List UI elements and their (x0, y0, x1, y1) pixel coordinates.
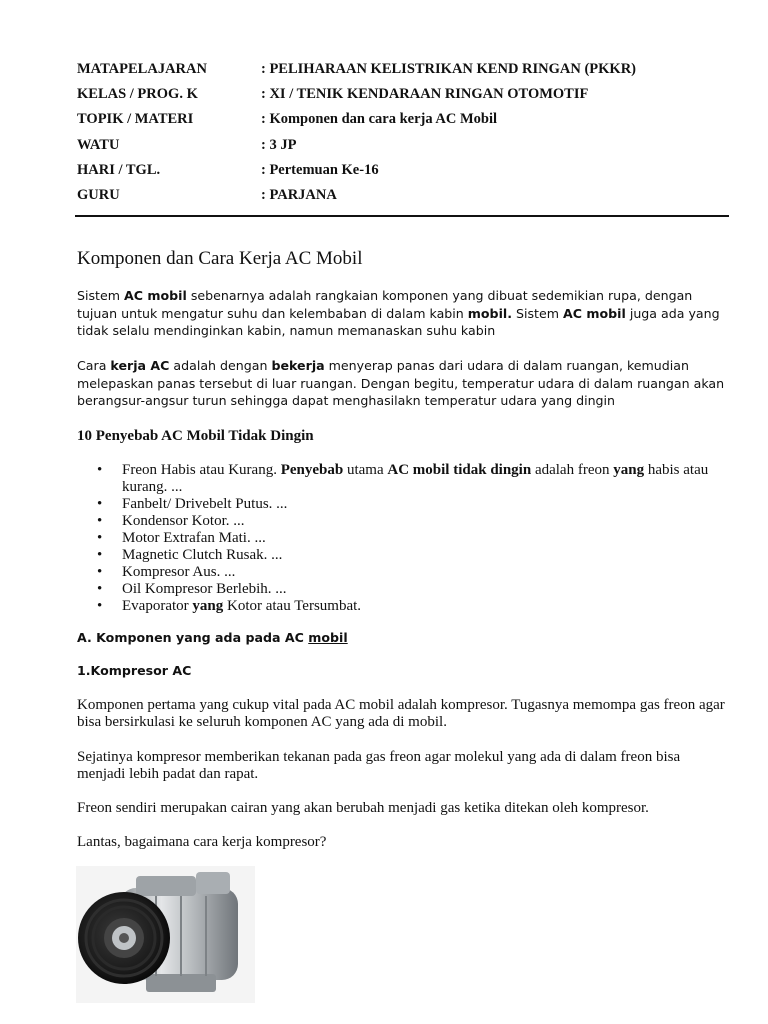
text-run: Magnetic Clutch Rusak. ... (122, 547, 283, 563)
text-run: Kotor atau Tersumbat. (223, 598, 362, 614)
text-run: Oil Kompresor Berlebih. ... (122, 581, 287, 597)
header-key: GURU (77, 187, 120, 203)
list-item (77, 598, 727, 615)
header-value: : XI / TENIK KENDARAAN RINGAN OTOMOTIF (261, 86, 589, 102)
compressor-paragraph-1: Komponen pertama yang cukup vital pada AC mobil adalah kompresor. Tugasnya memompa gas freon agar bisa bersirkulasi ke seluruh komponen AC yang ada di mobil. (77, 697, 725, 730)
text-run: Cara (77, 358, 111, 373)
text-run: Motor Extrafan Mati. ... (122, 530, 266, 546)
intro-paragraph (77, 287, 729, 340)
list-item (77, 513, 727, 530)
text-run: sebenarnya adalah rangkaian komponen yang dibuat sedemikian rupa, dengan tujuan untuk mengatur suhu dan kelembaban di dalam kabin (77, 288, 693, 321)
text-run: Evaporator (122, 598, 193, 614)
text-run: menyerap panas dari udara di dalam ruangan, kemudian melepaskan panas tersebut di luar ruangan. Dengan begitu, temperatur udara di dalam ruangan akan berangsur-angsur turun sehingga dapat menghasilakn temperatur udara yang dingin (77, 358, 725, 409)
bullet-icon: • (97, 462, 103, 478)
page-title: Komponen dan Cara Kerja AC Mobil (77, 248, 363, 269)
header-value: : PARJANA (261, 187, 337, 203)
bullet-icon: • (97, 530, 103, 546)
text-run: juga ada yang tidak selalu mendinginkan kabin, namun memanaskan suhu kabin (77, 305, 720, 339)
text-run: adalah freon (531, 462, 614, 478)
list-item (77, 462, 727, 496)
section-heading-components (77, 629, 729, 647)
bold-run: yang (613, 462, 645, 478)
bullet-icon: • (97, 581, 103, 597)
list-item (77, 496, 727, 513)
section-heading-causes: 10 Penyebab AC Mobil Tidak Dingin (77, 428, 314, 444)
bold-run: AC mobil (563, 305, 626, 321)
working-paragraph (77, 357, 729, 410)
compressor-paragraph-2: Sejatinya kompresor memberikan tekanan pada gas freon agar molekul yang ada di dalam freon bisa menjadi lebih padat dan rapat. (77, 749, 681, 782)
header-value: : 3 JP (261, 137, 297, 153)
text-run: Freon Habis atau Kurang. (122, 462, 281, 478)
bullet-icon: • (97, 564, 103, 580)
header-value: : Komponen dan cara kerja AC Mobil (261, 111, 498, 127)
compressor-paragraph-4: Lantas, bagaimana cara kerja kompresor? (77, 834, 327, 850)
text-run: Fanbelt/ Drivebelt Putus. ... (122, 496, 288, 512)
text-run: A. Komponen yang ada pada AC (77, 630, 309, 645)
bullet-icon: • (97, 598, 103, 614)
text-run: Sistem (77, 288, 125, 303)
header-key: TOPIK / MATERI (77, 111, 194, 127)
underlined-run: mobil (308, 630, 348, 645)
list-item (77, 581, 727, 598)
text-run: Sistem (512, 305, 564, 321)
bold-run: Penyebab (280, 462, 344, 478)
header-key: KELAS / PROG. K (77, 86, 198, 102)
header-value: : PELIHARAAN KELISTRIKAN KEND RINGAN (PKKR) (261, 61, 637, 77)
section-heading-compressor: 1.Kompresor AC (77, 663, 192, 678)
bullet-icon: • (97, 496, 103, 512)
list-item (77, 530, 727, 547)
bullet-icon: • (97, 513, 103, 529)
list-item (77, 547, 727, 564)
bold-run: AC mobil (124, 288, 187, 303)
bold-run: bekerja (271, 358, 325, 373)
header-key: WATU (77, 137, 120, 153)
header-key: HARI / TGL. (77, 162, 161, 178)
text-run: adalah dengan (169, 358, 272, 373)
list-item (77, 564, 727, 581)
bullet-icon: • (97, 547, 103, 563)
bold-run: yang (192, 598, 224, 614)
bold-run: kerja AC (110, 358, 170, 373)
compressor-image (76, 866, 255, 1003)
causes-list (77, 462, 727, 615)
header-value: : Pertemuan Ke-16 (261, 162, 379, 178)
header-key: MATAPELAJARAN (77, 61, 207, 77)
text-run: Kompresor Aus. ... (122, 564, 236, 580)
text-run: habis atau kurang. ... (122, 462, 709, 495)
bold-run: mobil. (467, 305, 512, 321)
compressor-paragraph-3: Freon sendiri merupakan cairan yang akan berubah menjadi gas ketika ditekan oleh kompresor. (77, 800, 649, 816)
text-run: utama (343, 462, 388, 478)
header-divider (75, 215, 729, 217)
text-run: Kondensor Kotor. ... (122, 513, 245, 529)
bold-run: AC mobil tidak dingin (387, 462, 532, 478)
